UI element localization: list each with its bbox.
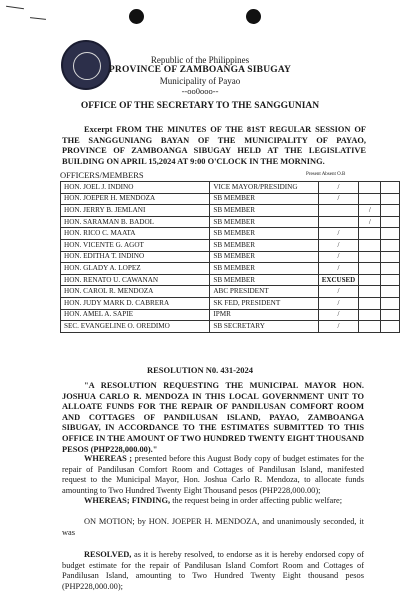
officer-row [61,297,400,309]
officer-position: SB MEMBER [210,205,318,217]
motion-paragraph [62,517,364,538]
present-mark [318,216,358,228]
officer-row [61,182,400,194]
officer-position: VICE MAYOR/PRESIDING [210,182,318,194]
officer-position: SB MEMBER [210,239,318,251]
ob-mark [381,193,400,205]
ob-mark [381,297,400,309]
absent-mark: / [359,205,381,217]
present-mark: / [318,228,358,240]
whereas-paragraph-2 [62,496,364,507]
present-mark: / [318,297,358,309]
absent-mark [359,193,381,205]
ob-mark [381,309,400,321]
header-municipality: Municipality of Payao [159,76,241,86]
present-mark [318,205,358,217]
officer-row [61,321,400,333]
officer-name: HON. VICENTE G. AGOT [61,239,210,251]
office-title: OFFICE OF THE SECRETARY TO THE SANGGUNIAN [80,101,320,111]
motion-text: ON MOTION; by HON. JOEPER H. MENDOZA, and unanimously seconded, it was [62,517,364,537]
present-mark: / [318,263,358,275]
present-mark: / [318,321,358,333]
absent-mark [359,274,381,286]
present-mark: / [318,193,358,205]
absent-mark [359,297,381,309]
officer-position: SK FED, PRESIDENT [210,297,318,309]
resolved-text: as it is hereby resolved, to endorse as it is hereby endorsed copy of budget estimate for the repair of Pandilusan Island Comfort Room and Cottages of Pandilusan Island, amounting to Two Hundred Twenty Eight thousand pesos (PHP228,000.00); [62,550,364,591]
absent-mark [359,182,381,194]
officer-position: SB MEMBER [210,193,318,205]
header-ornament: --oo0ooo-- [181,86,219,96]
ob-mark [381,286,400,298]
resolution-number: RESOLUTION N0. 431-2024 [146,365,254,375]
absent-mark [359,263,381,275]
officer-row [61,228,400,240]
absent-mark [359,309,381,321]
ob-mark [381,182,400,194]
ob-mark [381,239,400,251]
officer-row [61,251,400,263]
officer-name: HON. GLADY A. LOPEZ [61,263,210,275]
officer-row [61,205,400,217]
absent-mark [359,321,381,333]
officer-name: HON. SARAMAN B. BADOL [61,216,210,228]
whereas-text: presented before this August Body copy of budget estimates for the repair of Pandilusan Comfort Room and Cottages of Pandilusan Island, manifested request to the Municipal Mayor, Hon. Joshua Carlo R. Mendoza, to allocate funds amounting to Two Hundred Twenty Eight Thousand pesos (PHP228,000.00); [62,454,365,495]
header-province: PROVINCE OF ZAMBOANGA SIBUGAY [108,65,292,75]
ob-mark [381,216,400,228]
pen-mark [6,6,24,9]
officer-name: HON. JOEL J. INDINO [61,182,210,194]
officer-row [61,193,400,205]
present-mark: / [318,182,358,194]
officer-name: HON. RICO C. MAATA [61,228,210,240]
officer-position: SB MEMBER [210,263,318,275]
officer-name: HON. JERRY B. JEMLANI [61,205,210,217]
header-republic: Republic of the Philippines [150,55,250,65]
present-mark: EXCUSED [318,274,358,286]
excerpt-heading [62,125,366,167]
excerpt-label: Excerpt [84,125,113,134]
ob-mark [381,263,400,275]
present-mark: / [318,309,358,321]
punch-hole-right [246,9,261,24]
officer-position: IPMR [210,309,318,321]
officer-row [61,216,400,228]
whereas-finding-label: WHEREAS; FINDING, [84,496,171,505]
present-mark: / [318,239,358,251]
resolution-title: "A RESOLUTION REQUESTING THE MUNICIPAL MAYOR HON. JOSHUA CARLO R. MENDOZA IN THIS LOCAL GOVERNMENT UNIT TO ALLOATE FUNDS FOR THE REPAIR OF PANDILUSAN COMFORT ROOM AND COTTAGES OF PANDILUSAN ISLAND, PAYAO, ZAMBOANGA SIBUGAY, IN ACCORDANCE TO THE ESTIMATES SUBMITTED TO THIS OFFICE IN THE AMOUNT OF TWO HUNDRED TWENTY EIGHT THOUSAND PESOS (PHP228,000.00)." [62,381,364,454]
whereas-finding-text: the request being in order affecting public welfare; [172,496,343,505]
officer-position: SB MEMBER [210,274,318,286]
officer-position: SB SECRETARY [210,321,318,333]
excerpt-text: FROM THE MINUTES OF THE 81ST REGULAR SESSION OF THE SANGGUNIANG BAYAN OF THE MUNICIPALITY OF PAYAO, PROVINCE OF ZAMBOANGA SIBUGAY HELD AT THE LEGISLATIVE BUILDING ON APRIL 15,2024 AT 9:00 O'CLOCK IN THE MORNING. [62,125,367,166]
absent-mark [359,251,381,263]
officer-name: HON. EDITHA T. INDINO [61,251,210,263]
officer-position: ABC PRESIDENT [210,286,318,298]
officer-name: HON. AMEL A. SAPIE [61,309,210,321]
absent-mark [359,239,381,251]
officer-row [61,274,400,286]
officer-name: HON. JOEPER H. MENDOZA [61,193,210,205]
officer-position: SB MEMBER [210,251,318,263]
officer-position: SB MEMBER [210,216,318,228]
whereas-label: WHEREAS ; [84,454,133,463]
punch-hole-left [129,9,144,24]
officer-row [61,263,400,275]
officer-position: SB MEMBER [210,228,318,240]
officer-row [61,239,400,251]
absent-mark: / [359,216,381,228]
officer-row [61,286,400,298]
ob-mark [381,228,400,240]
resolved-label: RESOLVED, [84,550,132,559]
ob-mark [381,274,400,286]
absent-mark [359,286,381,298]
officer-name: HON. JUDY MARK D. CABRERA [61,297,210,309]
present-mark: / [318,251,358,263]
present-mark: / [318,286,358,298]
ob-mark [381,321,400,333]
attendance-header: Present Absent O.B [306,172,346,177]
resolved-paragraph [62,550,364,592]
officer-name: SEC. EVANGELINE O. OREDIMO [61,321,210,333]
pen-mark [30,17,46,20]
officers-label: OFFICERS/MEMBERS [60,170,144,180]
officer-name: HON. RENATO U. CAWANAN [61,274,210,286]
attendance-table [60,181,400,333]
ob-mark [381,251,400,263]
absent-mark [359,228,381,240]
officer-name: HON. CAROL R. MENDOZA [61,286,210,298]
whereas-paragraph-1 [62,454,364,496]
officer-row [61,309,400,321]
ob-mark [381,205,400,217]
